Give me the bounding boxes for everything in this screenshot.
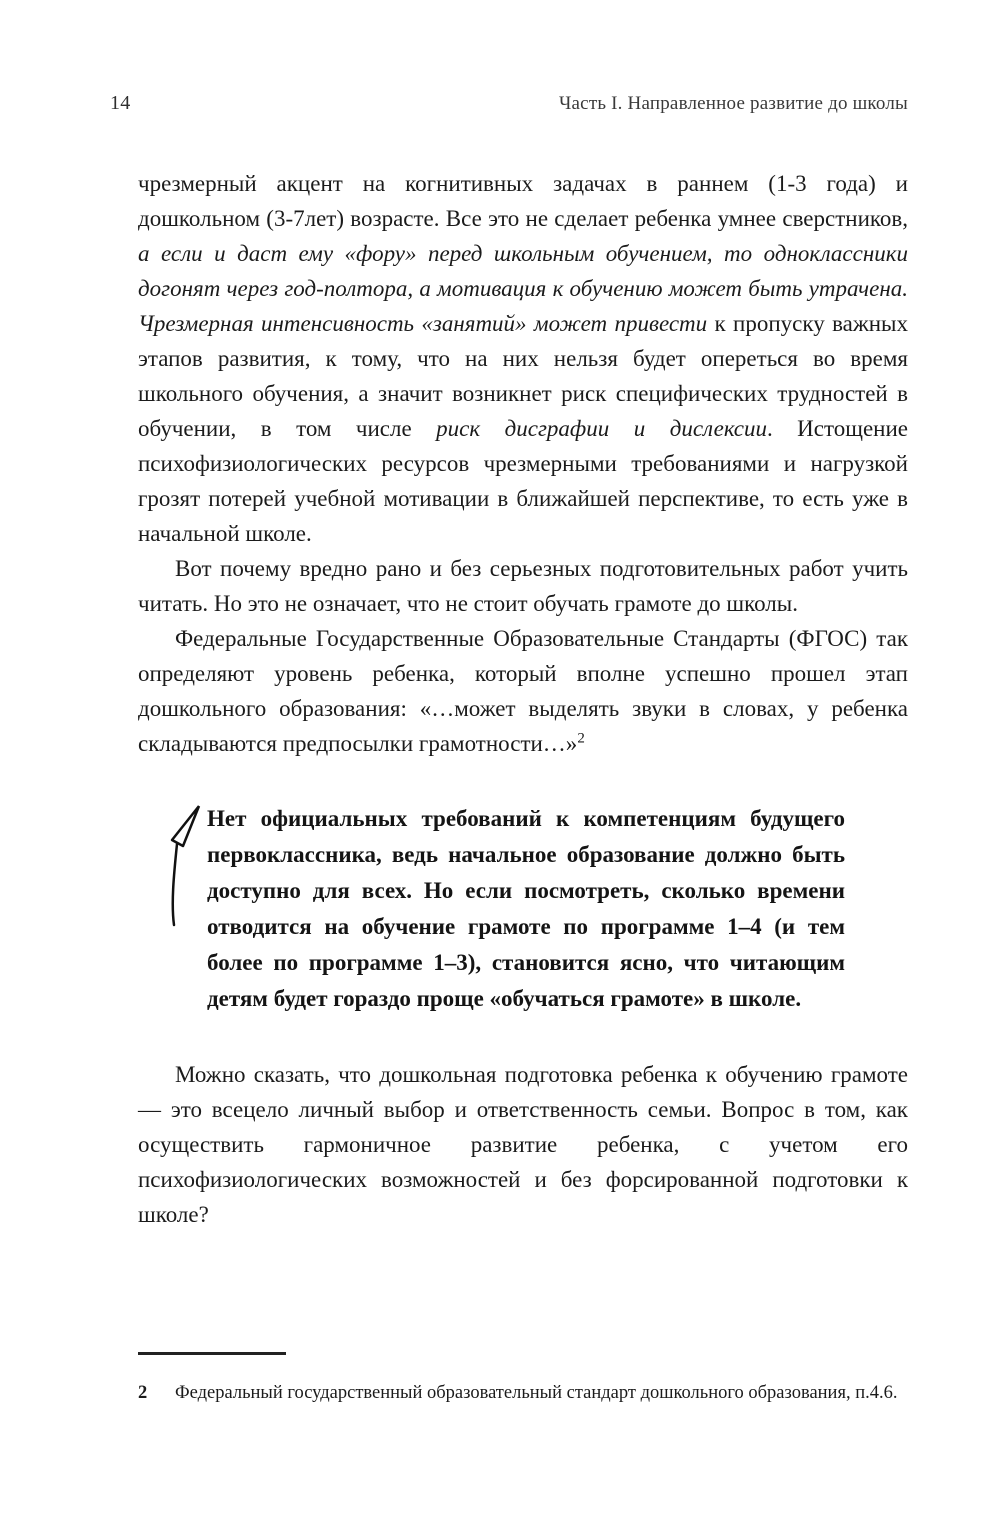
paragraph-text: к пропуску важных этапов развития, к тому, что на них нельзя будет опереться во время школьного обучения, а значит возникнет риск специфических трудностей в обучении, в том числе <box>138 311 908 441</box>
callout-text: Нет официальных требований к компетенциям будущего первоклассника, ведь начальное образование должно быть доступно для всех. Но если посмотреть, сколько времени отводится на обучение грамоте по программе 1–4 (и тем более по программе 1–3), становится ясно, что читающим детям будет гораздо проще «обучаться грамоте» в школе. <box>207 806 845 1011</box>
paragraph-italic-text: а если и даст ему «фору» перед школьным обучением, то одноклассники догонят через год-полтора, а мотивация к обучению может быть утрачена. Чрезмерная интенсивность «занятий» может привести <box>138 241 908 336</box>
main-text-column <box>138 166 908 1232</box>
paragraph-text: Федеральные Государственные Образовательные Стандарты (ФГОС) так определяют уровень ребенка, который вполне успешно прошел этап дошкольного образования: «…может выделять звуки в словах, у ребенка складываются предпосылки грамотности…» <box>138 626 908 756</box>
footnote-text: Федеральный государственный образовательный стандарт дошкольного образования, п.4.6. <box>175 1383 898 1403</box>
paragraph: Вот почему вредно рано и без серьезных подготовительных работ учить читать. Но это не означает, что не стоит обучать грамоте до школы. <box>138 556 908 616</box>
footnote <box>138 1379 908 1407</box>
paragraph-continuation <box>138 166 908 551</box>
paragraph-text: . Истощение психофизиологических ресурсов чрезмерными требованиями и нагрузкой грозят потерей учебной мотивации в ближайшей перспективе, то есть уже в начальной школе. <box>138 416 908 546</box>
pencil-icon <box>168 803 204 953</box>
paragraph-text: чрезмерный акцент на когнитивных задачах в раннем (1-3 года) и дошкольном (3-7лет) возрасте. Все это не сделает ребенка умнее сверстников, <box>138 171 908 231</box>
paragraph: Можно сказать, что дошкольная подготовка ребенка к обучению грамоте — это всецело личный выбор и ответственность семьи. Вопрос в том, как осуществить гармоничное развитие ребенка, с учетом его психофизиологических возможностей и без форсированной подготовки к школе? <box>138 1062 908 1227</box>
paragraph-italic-text: риск дисграфии и дислексии <box>436 416 767 441</box>
footnote-reference: 2 <box>577 730 585 747</box>
footnote-divider <box>138 1352 286 1355</box>
page-header <box>110 92 908 115</box>
callout-block <box>168 801 845 1017</box>
footnote-marker: 2 <box>138 1383 148 1403</box>
page-number: 14 <box>110 92 131 114</box>
footnote-area <box>138 1352 908 1407</box>
paragraph <box>138 621 908 761</box>
running-header-title: Часть I. Направленное развитие до школы <box>559 93 908 114</box>
